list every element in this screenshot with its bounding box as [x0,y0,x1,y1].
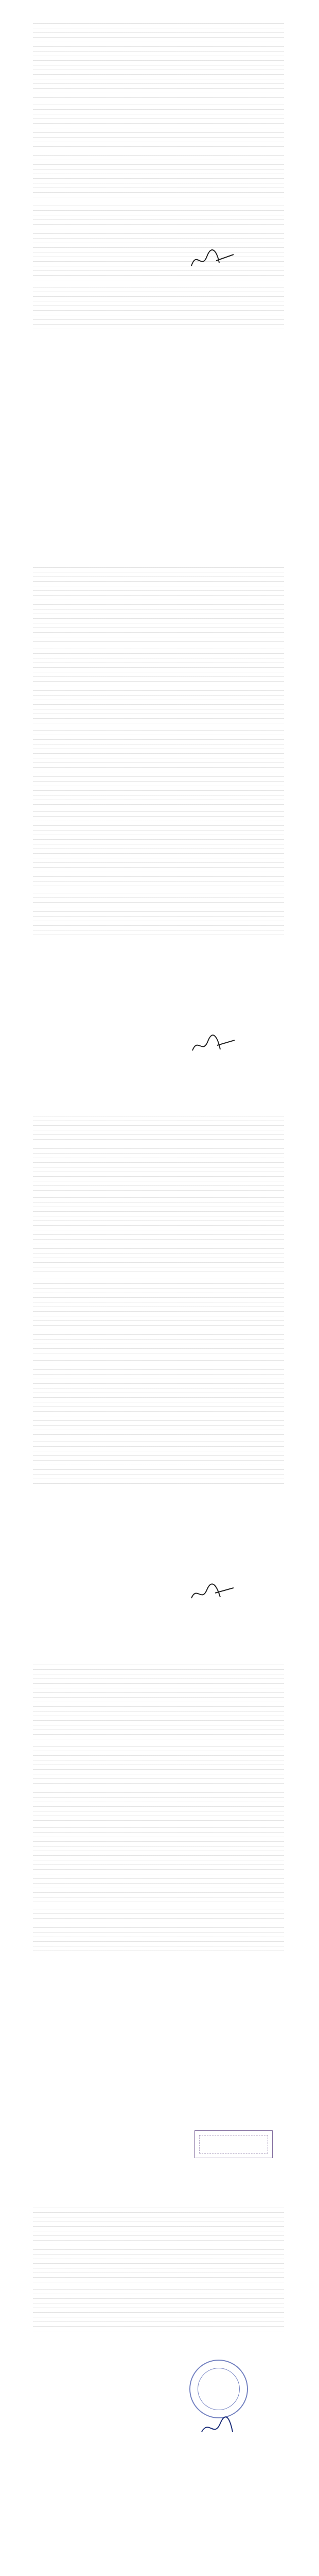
body-text-block [33,730,284,807]
body-text-block [33,1442,284,1488]
handwritten-signature [189,1582,236,1605]
document-page-5 [20,2190,297,2576]
body-text-block [33,649,284,726]
handwritten-signature [189,247,236,271]
body-text-block [33,1116,284,1193]
document-page-4 [20,1651,297,2182]
body-text-block [33,206,284,283]
body-text-block [33,1279,284,1356]
registry-intro [33,2199,284,2204]
handwritten-signature [189,1033,236,1057]
body-text-block [33,287,284,333]
body-text-block [33,155,284,201]
body-text-block [33,2208,284,2285]
company-seal [194,2130,273,2158]
closing-text [33,1959,284,1964]
body-text-block [33,2289,284,2335]
body-text-block [33,567,284,645]
intro-paragraph [33,14,284,19]
body-text-block [33,1746,284,1823]
official-stamp [189,2360,248,2418]
handwritten-signature [200,2416,246,2440]
body-text-block [33,1665,284,1742]
document-page-3 [20,1103,297,1643]
body-text-block [33,1909,284,1955]
document-page-2 [20,554,297,1095]
body-text-block [33,1197,284,1275]
body-text-block [33,23,284,100]
body-text-block [33,811,284,889]
registry-closing [33,2340,284,2344]
document-page-1 [20,5,297,546]
body-text-block [33,105,284,151]
body-text-block [33,1360,284,1437]
body-text-block [33,893,284,939]
body-text-block [33,1827,284,1905]
